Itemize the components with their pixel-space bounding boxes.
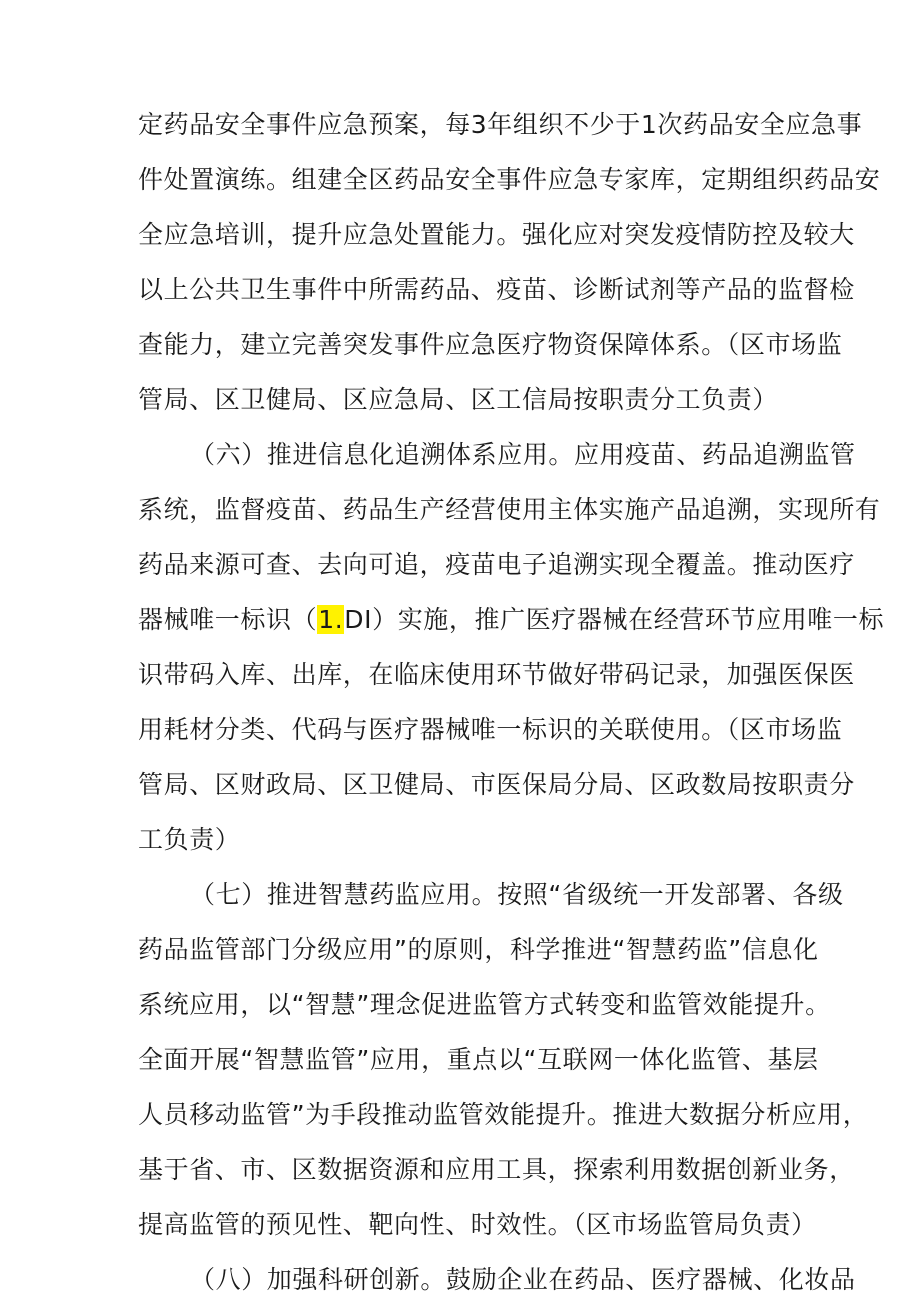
text-line: 基于省、市、区数据资源和应用工具，探索利用数据创新业务， <box>138 1155 855 1184</box>
text-line: 工负责） <box>138 825 241 854</box>
text-line: 药品来源可查、去向可追，疫苗电子追溯实现全覆盖。推动医疗 <box>138 550 855 579</box>
text-line: 定药品安全事件应急预案，每3年组织不少于1次药品安全应急事 <box>138 110 863 139</box>
udi-prefix: 器械唯一标识（ <box>138 605 318 634</box>
text-line: 件处置演练。组建全区药品安全事件应急专家库，定期组织药品安 <box>138 165 881 194</box>
paragraph-heading-6: （六）推进信息化追溯体系应用。应用疫苗、药品追溯监管 <box>190 440 856 469</box>
text-line: 系统应用，以“智慧”理念促进监管方式转变和监管效能提升。 <box>138 990 831 1019</box>
udi-suffix: DI）实施，推广医疗器械在经营环节应用唯一标 <box>344 605 885 634</box>
text-line: 人员移动监管”为手段推动监管效能提升。推进大数据分析应用， <box>138 1100 869 1129</box>
text-line: 识带码入库、出库，在临床使用环节做好带码记录，加强医保医 <box>138 660 855 689</box>
text-line-udi <box>138 600 884 640</box>
text-line: 管局、区财政局、区卫健局、市医保局分局、区政数局按职责分 <box>138 770 855 799</box>
paragraph-heading-7: （七）推进智慧药监应用。按照“省级统一开发部署、各级 <box>190 880 844 909</box>
text-line: 全面开展“智慧监管”应用，重点以“互联网一体化监管、基层 <box>138 1045 819 1074</box>
text-line: 以上公共卫生事件中所需药品、疫苗、诊断试剂等产品的监督检 <box>138 275 855 304</box>
text-line: 药品监管部门分级应用”的原则，科学推进“智慧药监”信息化 <box>138 935 819 964</box>
text-line: 提高监管的预见性、靶向性、时效性。（区市场监管局负责） <box>138 1210 817 1239</box>
text-line: 全应急培训，提升应急处置能力。强化应对突发疫情防控及较大 <box>138 220 855 249</box>
text-line: 系统，监督疫苗、药品生产经营使用主体实施产品追溯，实现所有 <box>138 495 881 524</box>
highlighted-text: 1. <box>318 605 344 634</box>
text-line: 用耗材分类、代码与医疗器械唯一标识的关联使用。（区市场监 <box>138 715 843 744</box>
paragraph-heading-8: （八）加强科研创新。鼓励企业在药品、医疗器械、化妆品 <box>190 1265 856 1294</box>
text-line: 管局、区卫健局、区应急局、区工信局按职责分工负责） <box>138 385 779 414</box>
text-line: 查能力，建立完善突发事件应急医疗物资保障体系。（区市场监 <box>138 330 843 359</box>
